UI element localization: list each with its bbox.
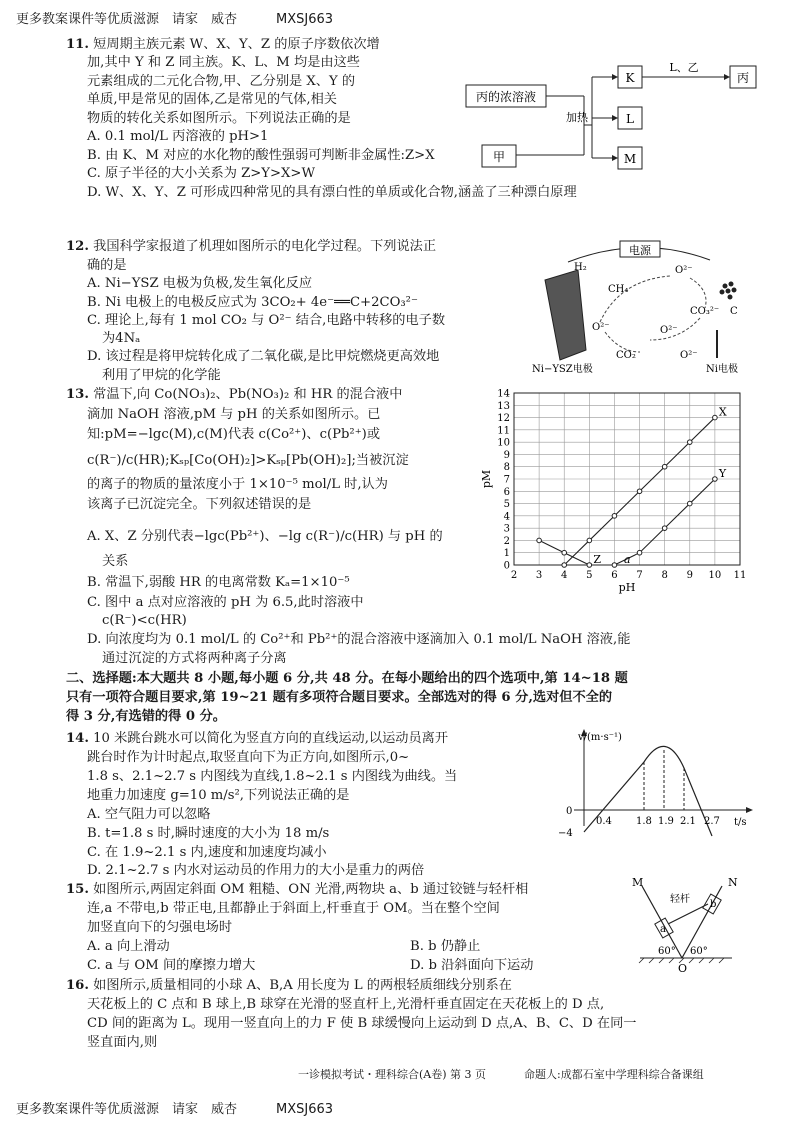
data-point-y — [612, 563, 617, 568]
q13-number: 13. — [66, 387, 89, 402]
q13-line-6: 该离子已沉淀完全。下列叙述错误的是 — [87, 497, 312, 512]
q14-option-c: C. 在 1.9~2.1 s 内,速度和加速度均减小 — [87, 845, 327, 860]
arrow-l-yi-label: L、乙 — [669, 61, 699, 74]
q12-electrochem-diagram — [530, 240, 770, 375]
q13-line-3: 知:pM=−lgc(M),c(M)代表 c(Co²⁺)、c(Pb²⁺)或 — [87, 427, 381, 442]
q13-line-2: 滴加 NaOH 溶液,pM 与 pH 的关系如图所示。已 — [87, 407, 381, 422]
data-point-x — [687, 440, 692, 445]
q14-text: 10 米跳台跳水可以简化为竖直方向的直线运动,以运动员离开 — [93, 731, 449, 746]
q11-line-3: 元素组成的二元化合物,甲、乙分别是 X、Y 的 — [87, 74, 356, 89]
y-tick-label: 1 — [503, 548, 510, 560]
x-tick-label: 7 — [636, 570, 643, 581]
q11-text: 短周期主族元素 W、X、Y、Z 的原子序数依次增 — [93, 37, 380, 52]
q15-text: 如图所示,两固定斜面 OM 粗糙、ON 光滑,两物块 a、b 通过铰链与轻杆相 — [93, 882, 529, 897]
o2-bottom-label: O²⁻ — [680, 350, 698, 361]
q13-option-d-2: 通过沉淀的方式将两种离子分离 — [102, 651, 287, 666]
q12-option-c: C. 理论上,每有 1 mol CO₂ 与 O²⁻ 结合,电路中转移的电子数 — [87, 313, 446, 328]
box-jia-label: 甲 — [492, 150, 506, 164]
b-label: b — [710, 899, 717, 910]
o2-mid-label: O²⁻ — [660, 325, 678, 336]
y-tick-label: 2 — [503, 535, 510, 547]
y-tick-label: 10 — [497, 437, 510, 449]
x-tick-label: 5 — [586, 570, 593, 581]
origin-label: 0 — [566, 806, 573, 817]
co3-label: CO₃²⁻ — [690, 306, 720, 317]
page-footer-right: 命题人:成都石室中学理科综合备课组 — [524, 1068, 704, 1081]
q12-option-d: D. 该过程是将甲烷转化成了二氧化碳,是比甲烷燃烧更高效地 — [87, 349, 440, 364]
q13-text: 常温下,向 Co(NO₃)₂、Pb(NO₃)₂ 和 HR 的混合液中 — [93, 387, 403, 402]
q11-option-b: B. 由 K、M 对应的水化物的酸性强弱可判断非金属性:Z>X — [87, 148, 435, 163]
x-tick-label: 9 — [686, 570, 693, 581]
section2-line-3: 得 3 分,有选错的得 0 分。 — [66, 709, 226, 724]
y-tick-label: 3 — [503, 523, 510, 535]
y-tick-label: 7 — [503, 474, 510, 486]
y-tick-label: 0 — [503, 560, 510, 572]
n-label: N — [728, 876, 738, 889]
series-label-z: Z — [593, 553, 601, 566]
box-bing: 丙 — [736, 71, 750, 85]
data-point-x — [662, 464, 667, 469]
q13-line-5: 的离子的物质的量浓度小于 1×10⁻⁵ mol/L 时,认为 — [87, 477, 388, 492]
y-axis-label: pM — [480, 469, 493, 489]
data-point-x — [587, 538, 592, 543]
q11-option-d: D. W、X、Y、Z 可形成四种常见的具有漂白性的单质或化合物,涵盖了三种漂白原理 — [87, 185, 577, 200]
y-tick-label: 14 — [497, 388, 510, 400]
data-point-z — [537, 538, 542, 543]
q12-option-c-2: 为4Nₐ — [102, 331, 141, 346]
a-label: a — [660, 924, 666, 935]
q16-line-3: CD 间的距离为 L。现用一竖直向上的力 F 使 B 球缓慢向上运动到 D 点,A、B、C、D 在同一 — [87, 1016, 637, 1031]
y-tick-label: 13 — [497, 400, 510, 412]
x-axis-label: pH — [618, 581, 636, 594]
data-point-y — [662, 526, 667, 531]
q12-option-b: B. Ni 电极上的电极反应式为 3CO₂+ 4e⁻══C+2CO₃²⁻ — [87, 295, 418, 310]
footer-text: 更多教案课件等优质滋源 请家 威杏 MXSJ663 — [16, 1102, 334, 1117]
ni-ysz-label: Ni−YSZ电极 — [532, 364, 593, 375]
q15-option-b: B. b 仍静止 — [410, 939, 481, 954]
section2-line-1: 二、选择题:本大题共 8 小题,每小题 6 分,共 48 分。在每小题给出的四个选项中,第 14~18 题 — [66, 671, 628, 686]
q16-line-1 — [66, 977, 512, 994]
q16-line-4: 竖直面内,则 — [87, 1035, 158, 1050]
q13-line-1 — [66, 386, 402, 403]
annotation-a: a — [624, 553, 631, 566]
o-label: O — [678, 962, 688, 972]
q13-line-4: c(R⁻)/c(HR);Kₛₚ[Co(OH)₂]>Kₛₚ[Pb(OH)₂];当被沉淀 — [87, 453, 409, 468]
q11-option-c: C. 原子半径的大小关系为 Z>Y>X>W — [87, 166, 316, 181]
q15-option-c: C. a 与 OM 间的摩擦力增大 — [87, 958, 256, 973]
data-point-z — [587, 563, 592, 568]
section2-line-2: 只有一项符合题目要求,第 19~21 题有多项符合题目要求。全部选对的得 6 分,选对但不全的 — [66, 690, 613, 705]
y-tick-label: 4 — [503, 511, 510, 523]
x-tick-label: 4 — [561, 570, 568, 581]
q11-line-1 — [66, 36, 380, 53]
q13-option-b: B. 常温下,弱酸 HR 的电离常数 Kₐ=1×10⁻⁵ — [87, 575, 350, 590]
q15-option-a: A. a 向上滑动 — [87, 939, 170, 954]
x-tick-label: 10 — [708, 570, 722, 581]
q15-line-1 — [66, 881, 528, 898]
y-tick-label: 12 — [497, 413, 510, 425]
m-label: M — [632, 876, 644, 889]
q13-option-a-2: 关系 — [102, 554, 129, 569]
q15-option-d: D. b 沿斜面向下运动 — [410, 958, 534, 973]
ni-ysz-electrode — [545, 270, 586, 360]
data-point-z — [562, 550, 567, 555]
q14-line-2: 跳台时作为计时起点,取竖直向下为正方向,如图所示,0~ — [87, 750, 410, 765]
q14-number: 14. — [66, 731, 89, 746]
q11-flow-diagram — [462, 55, 762, 175]
q11-number: 11. — [66, 37, 89, 52]
data-point-x — [637, 489, 642, 494]
tick-1-9: 1.9 — [658, 816, 674, 827]
y-tick-label: 9 — [503, 449, 510, 461]
angle-right-label: 60° — [690, 946, 708, 957]
y-tick-label: 11 — [497, 425, 510, 437]
q14-option-d: D. 2.1~2.7 s 内水对运动员的作用力的大小是重力的两倍 — [87, 863, 425, 878]
x-tick-label: 11 — [733, 570, 747, 581]
q11-line-5: 物质的转化关系如图所示。下列说法正确的是 — [87, 111, 351, 126]
c-label: C — [730, 306, 738, 317]
series-label-y: Y — [718, 467, 727, 480]
q11-option-a: A. 0.1 mol/L 丙溶液的 pH>1 — [87, 129, 269, 144]
box-bing-label: 丙的浓溶液 — [475, 90, 537, 104]
q14-vt-graph — [556, 728, 756, 840]
ch4-label: CH₄ — [608, 284, 629, 295]
tick-2-7: 2.7 — [704, 816, 720, 827]
q12-line-2: 确的是 — [87, 258, 127, 273]
q11-line-2: 加,其中 Y 和 Z 同主族。K、L、M 均是由这些 — [87, 55, 360, 70]
tick-1-8: 1.8 — [636, 816, 652, 827]
data-point-x — [713, 415, 718, 420]
heat-label: 加热 — [566, 111, 588, 124]
box-m-label: M — [623, 152, 637, 166]
q15-incline-diagram — [620, 872, 750, 972]
q14-option-b: B. t=1.8 s 时,瞬时速度的大小为 18 m/s — [87, 826, 330, 841]
q12-number: 12. — [66, 239, 89, 254]
q16-line-2: 天花板上的 C 点和 B 球上,B 球穿在光滑的竖直杆上,光滑杆垂直固定在天花板上的 D 点, — [87, 997, 605, 1012]
q12-line-1 — [66, 238, 436, 255]
q13-option-d: D. 向浓度均为 0.1 mol/L 的 Co²⁺和 Pb²⁺的混合溶液中逐滴加入 0.1 mol/L NaOH 溶液,能 — [87, 632, 631, 647]
data-point-y — [713, 477, 718, 482]
q15-line-2: 连,a 不带电,b 带正电,且都静止于斜面上,杆垂直于 OM。当在整个空间 — [87, 901, 500, 916]
tick-2-1: 2.1 — [680, 816, 696, 827]
o2-top-label: O²⁻ — [675, 265, 693, 276]
q16-number: 16. — [66, 978, 89, 993]
q14-option-a: A. 空气阻力可以忽略 — [87, 807, 211, 822]
power-label: 电源 — [629, 244, 651, 257]
q15-number: 15. — [66, 882, 89, 897]
x-tick-label: 6 — [611, 570, 618, 581]
y-neg-label: −4 — [558, 828, 573, 839]
box-k-label: K — [625, 71, 635, 85]
header-text: 更多教案课件等优质滋源 请家 威杏 MXSJ663 — [16, 12, 334, 27]
q13-option-c-2: c(R⁻)<c(HR) — [102, 613, 187, 628]
q16-text: 如图所示,质量相同的小球 A、B,A 用长度为 L 的两根轻质细线分别系在 — [93, 978, 512, 993]
q12-text: 我国科学家报道了机理如图所示的电化学过程。下列说法正 — [93, 239, 437, 254]
q15-line-3: 加竖直向下的匀强电场时 — [87, 920, 233, 935]
data-point-y — [687, 501, 692, 506]
page-footer-center: 一诊模拟考试・理科综合(A卷) 第 3 页 — [298, 1068, 487, 1081]
q13-option-c: C. 图中 a 点对应溶液的 pH 为 6.5,此时溶液中 — [87, 595, 364, 610]
y-tick-label: 6 — [503, 486, 510, 498]
data-point-x — [562, 563, 567, 568]
rod-label: 轻杆 — [670, 894, 690, 905]
v-axis-label: v/(m·s⁻¹) — [578, 732, 622, 743]
data-point-x — [612, 514, 617, 519]
q13-option-a: A. X、Z 分别代表−lgc(Pb²⁺)、−lg c(R⁻)/c(HR) 与 pH 的 — [87, 529, 443, 544]
q14-line-1 — [66, 730, 448, 747]
y-tick-label: 5 — [503, 499, 510, 511]
q14-line-4: 地重力加速度 g=10 m/s²,下列说法正确的是 — [87, 788, 350, 803]
t-axis-label: t/s — [734, 817, 747, 828]
x-tick-label: 2 — [510, 570, 518, 581]
h2-label: H₂ — [574, 262, 587, 273]
y-tick-label: 8 — [503, 462, 510, 474]
series-label-x: X — [718, 405, 727, 419]
carbon-particles — [720, 282, 737, 300]
x-tick-label: 3 — [535, 570, 543, 581]
q12-option-a: A. Ni−YSZ 电极为负极,发生氧化反应 — [87, 276, 313, 291]
q14-line-3: 1.8 s、2.1~2.7 s 内图线为直线,1.8~2.1 s 内图线为曲线。当 — [87, 769, 458, 784]
co2-label: CO₂ — [616, 350, 636, 361]
tick-0-4: 0.4 — [596, 816, 612, 827]
box-l-label: L — [626, 112, 634, 126]
x-tick-label: 8 — [661, 570, 668, 581]
ni-electrode-label: Ni电极 — [706, 364, 738, 375]
q12-option-d-2: 利用了甲烷的化学能 — [102, 368, 221, 383]
angle-left-label: 60° — [658, 946, 676, 957]
o2-left-label: O²⁻ — [592, 322, 610, 333]
data-point-y — [637, 550, 642, 555]
q11-line-4: 单质,甲是常见的固体,乙是常见的气体,相关 — [87, 92, 337, 107]
q13-pm-ph-chart — [478, 385, 748, 600]
